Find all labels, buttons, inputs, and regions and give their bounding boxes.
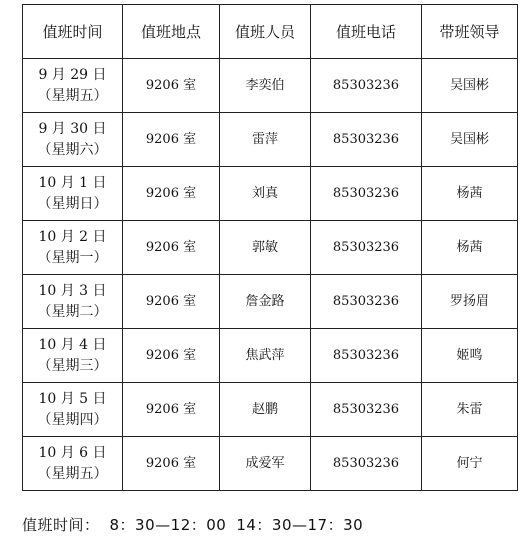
person-cell: 李奕伯 bbox=[220, 59, 311, 113]
date-text: 9 月 30 日 bbox=[38, 120, 107, 137]
duty-schedule-table bbox=[22, 4, 518, 491]
weekday-text: （星期五） bbox=[37, 87, 108, 104]
table-header-row bbox=[23, 5, 518, 59]
duty-hours-note bbox=[22, 514, 363, 535]
leader-cell: 杨茜 bbox=[422, 167, 518, 221]
leader-cell: 何宁 bbox=[422, 437, 518, 491]
phone-cell: 85303236 bbox=[311, 383, 422, 437]
table-row bbox=[23, 329, 518, 383]
date-text: 10 月 1 日 bbox=[38, 174, 107, 191]
table-row bbox=[23, 383, 518, 437]
leader-cell: 朱雷 bbox=[422, 383, 518, 437]
date-text: 10 月 4 日 bbox=[38, 336, 107, 353]
weekday-text: （星期一） bbox=[37, 249, 108, 266]
person-cell: 焦武萍 bbox=[220, 329, 311, 383]
date-text: 10 月 6 日 bbox=[38, 444, 107, 461]
table-row bbox=[23, 437, 518, 491]
phone-cell: 85303236 bbox=[311, 329, 422, 383]
person-cell: 成爱军 bbox=[220, 437, 311, 491]
date-cell bbox=[23, 113, 123, 167]
date-text: 10 月 2 日 bbox=[38, 228, 107, 245]
table-row bbox=[23, 113, 518, 167]
leader-cell: 罗扬眉 bbox=[422, 275, 518, 329]
location-cell: 9206 室 bbox=[123, 329, 220, 383]
person-cell: 赵鹏 bbox=[220, 383, 311, 437]
location-cell: 9206 室 bbox=[123, 113, 220, 167]
weekday-text: （星期四） bbox=[37, 411, 108, 428]
table-row bbox=[23, 221, 518, 275]
table-row bbox=[23, 275, 518, 329]
phone-cell: 85303236 bbox=[311, 59, 422, 113]
date-cell bbox=[23, 275, 123, 329]
date-cell bbox=[23, 167, 123, 221]
afternoon-hours: 14：30—17：30 bbox=[236, 516, 364, 534]
weekday-text: （星期五） bbox=[37, 465, 108, 482]
header-duty-person: 值班人员 bbox=[220, 5, 311, 59]
weekday-text: （星期三） bbox=[37, 357, 108, 374]
phone-cell: 85303236 bbox=[311, 437, 422, 491]
phone-cell: 85303236 bbox=[311, 167, 422, 221]
weekday-text: （星期日） bbox=[37, 195, 108, 212]
date-text: 9 月 29 日 bbox=[38, 66, 107, 83]
date-cell bbox=[23, 221, 123, 275]
table-row bbox=[23, 59, 518, 113]
date-cell bbox=[23, 329, 123, 383]
weekday-text: （星期六） bbox=[37, 141, 108, 158]
location-cell: 9206 室 bbox=[123, 221, 220, 275]
date-cell bbox=[23, 59, 123, 113]
person-cell: 詹金路 bbox=[220, 275, 311, 329]
header-duty-phone: 值班电话 bbox=[311, 5, 422, 59]
leader-cell: 吴国彬 bbox=[422, 59, 518, 113]
leader-cell: 杨茜 bbox=[422, 221, 518, 275]
weekday-text: （星期二） bbox=[37, 303, 108, 320]
location-cell: 9206 室 bbox=[123, 59, 220, 113]
phone-cell: 85303236 bbox=[311, 113, 422, 167]
location-cell: 9206 室 bbox=[123, 275, 220, 329]
date-cell bbox=[23, 437, 123, 491]
duty-hours-label: 值班时间： bbox=[22, 516, 100, 534]
person-cell: 刘真 bbox=[220, 167, 311, 221]
phone-cell: 85303236 bbox=[311, 221, 422, 275]
leader-cell: 吴国彬 bbox=[422, 113, 518, 167]
date-text: 10 月 3 日 bbox=[38, 282, 107, 299]
leader-cell: 姬鸣 bbox=[422, 329, 518, 383]
person-cell: 郭敏 bbox=[220, 221, 311, 275]
date-cell bbox=[23, 383, 123, 437]
location-cell: 9206 室 bbox=[123, 167, 220, 221]
person-cell: 雷萍 bbox=[220, 113, 311, 167]
location-cell: 9206 室 bbox=[123, 383, 220, 437]
duty-schedule-table-wrapper bbox=[22, 4, 518, 491]
phone-cell: 85303236 bbox=[311, 275, 422, 329]
location-cell: 9206 室 bbox=[123, 437, 220, 491]
date-text: 10 月 5 日 bbox=[38, 390, 107, 407]
header-duty-time: 值班时间 bbox=[23, 5, 123, 59]
header-leader: 带班领导 bbox=[422, 5, 518, 59]
header-duty-location: 值班地点 bbox=[123, 5, 220, 59]
table-row bbox=[23, 167, 518, 221]
morning-hours: 8：30—12：00 bbox=[109, 516, 227, 534]
